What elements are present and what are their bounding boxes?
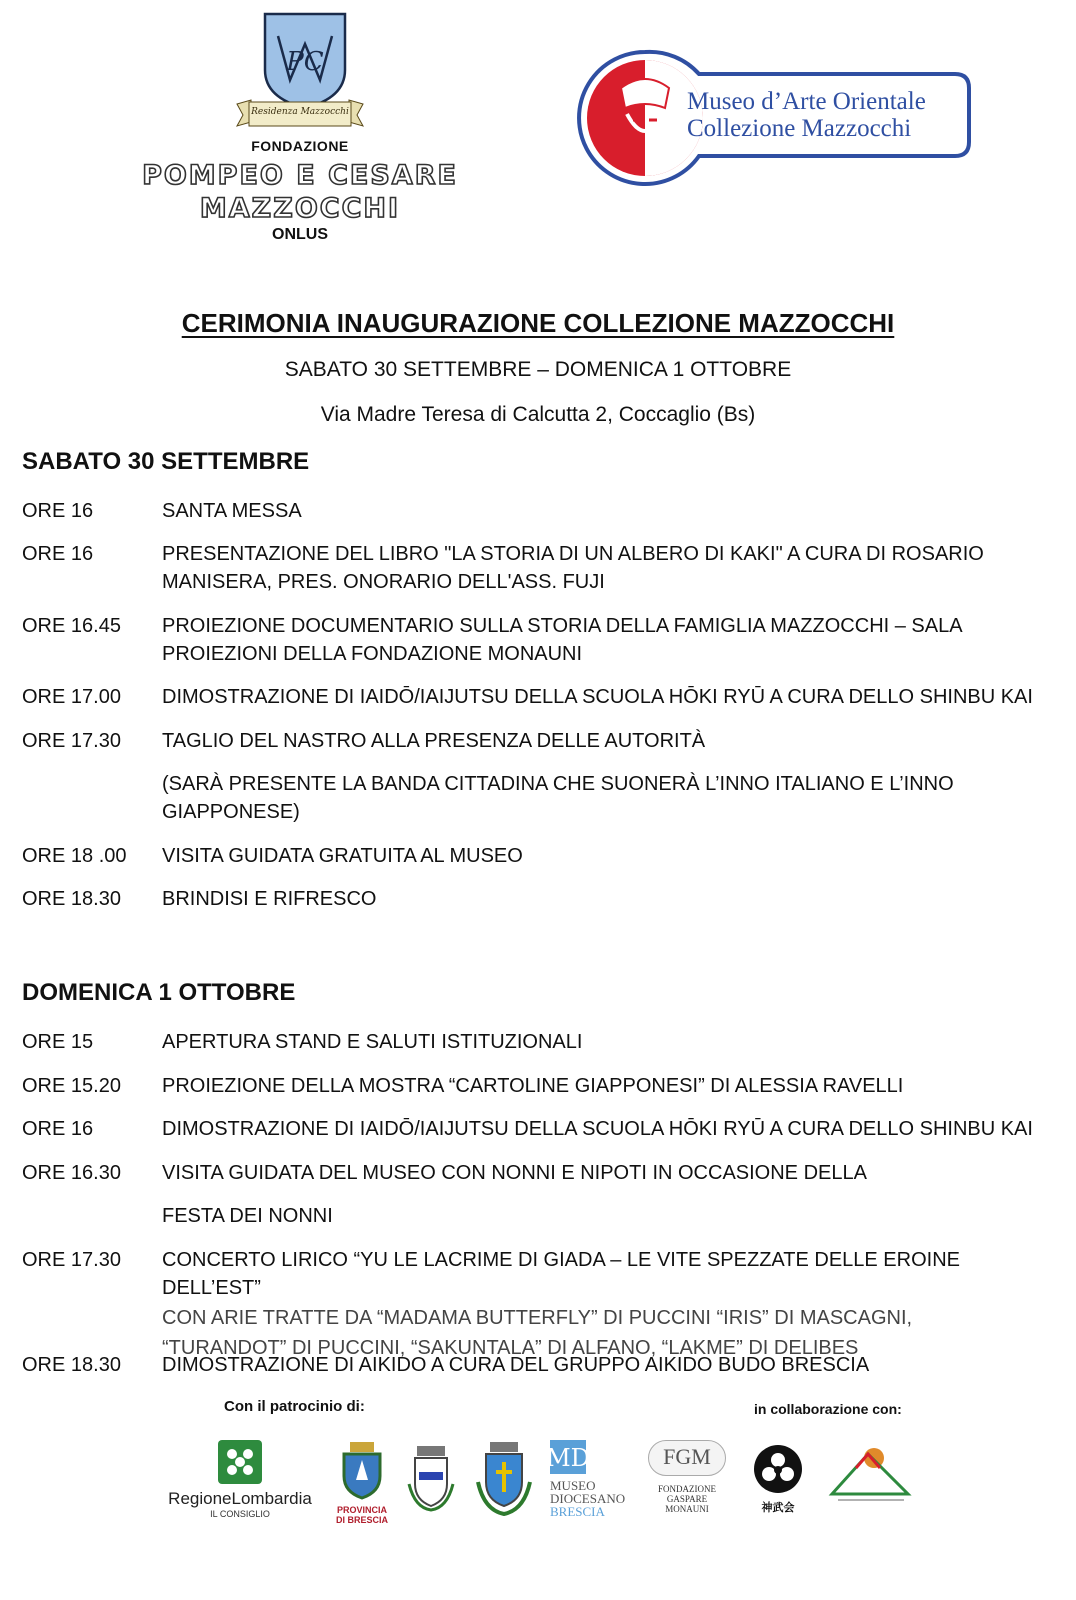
provincia-crest-icon bbox=[338, 1440, 386, 1500]
comune-crest-icon bbox=[405, 1444, 457, 1514]
comune-crest-1-logo bbox=[405, 1444, 457, 1519]
ribbon-text: Residenza Mazzocchi bbox=[251, 107, 349, 117]
schedule-desc: DIMOSTRAZIONE DI IAIDŌ/IAIJUTSU DELLA SCUOLA HŌKI RYŪ A CURA DELLO SHINBU KAI bbox=[162, 1118, 1033, 1140]
museo-diocesano-l2: DIOCESANO bbox=[550, 1491, 626, 1506]
rosa-camuna-icon bbox=[218, 1440, 262, 1484]
schedule-desc: (SARÀ PRESENTE LA BANDA CITTADINA CHE SUONERÀ L’INNO ITALIANO E L’INNO GIAPPONESE) bbox=[162, 773, 954, 823]
foundation-name-line2: MAZZOCCHI bbox=[199, 193, 401, 224]
comune-crest-2-logo bbox=[474, 1440, 534, 1521]
museum-logo bbox=[575, 48, 995, 188]
schedule-time: ORE 17.00 bbox=[22, 686, 121, 708]
patronage-label: Con il patrocinio di: bbox=[224, 1398, 365, 1415]
schedule-time: ORE 16 bbox=[22, 500, 94, 522]
shinbukai-mon-icon bbox=[753, 1444, 803, 1494]
schedule-time: ORE 18.30 bbox=[22, 1354, 121, 1376]
schedule-time: ORE 15 bbox=[22, 1031, 94, 1053]
regione-name: RegioneLombardia bbox=[168, 1489, 312, 1508]
schedule-desc: PRESENTAZIONE DEL LIBRO "LA STORIA DI UN ALBERO DI KAKI" A CURA DI ROSARIO MANISERA, PRES. ONORARIO DELL'ASS. FUJI bbox=[162, 543, 984, 593]
schedule-desc: PROIEZIONE DOCUMENTARIO SULLA STORIA DELLA FAMIGLIA MAZZOCCHI – SALA PROIEZIONI DELLA FONDAZIONE MONAUNI bbox=[162, 615, 962, 665]
schedule-time: ORE 16 bbox=[22, 1118, 94, 1140]
event-title: CERIMONIA INAUGURAZIONE COLLEZIONE MAZZOCCHI bbox=[181, 308, 895, 338]
schedule-row bbox=[22, 1246, 1052, 1359]
schedule-desc: DIMOSTRAZIONE DI IAIDŌ/IAIJUTSU DELLA SCUOLA HŌKI RYŪ A CURA DELLO SHINBU KAI bbox=[162, 686, 1033, 708]
foundation-label: FONDAZIONE bbox=[251, 138, 349, 154]
schedule-desc: FESTA DEI NONNI bbox=[162, 1205, 333, 1227]
schedule-time: ORE 16.30 bbox=[22, 1162, 121, 1184]
fgm-l1: FONDAZIONE bbox=[658, 1484, 716, 1494]
schedule-time: ORE 18 .00 bbox=[22, 845, 127, 867]
schedule-desc: PROIEZIONE DELLA MOSTRA “CARTOLINE GIAPPONESI” DI ALESSIA RAVELLI bbox=[162, 1075, 904, 1097]
regione-sub: IL CONSIGLIO bbox=[210, 1509, 270, 1519]
schedule-desc: SANTA MESSA bbox=[162, 500, 302, 522]
museo-diocesano-l3: BRESCIA bbox=[550, 1504, 605, 1519]
fgm-abbr: FGM bbox=[648, 1440, 726, 1476]
schedule-desc-line3: “TURANDOT” DI PUCCINI, “SAKUNTALA” DI ALFANO, “LAKME” DI DELIBES bbox=[162, 1337, 859, 1359]
schedule-time: ORE 16 bbox=[22, 543, 94, 565]
schedule-time: ORE 18.30 bbox=[22, 888, 121, 910]
fgm-l2: GASPARE bbox=[666, 1494, 708, 1504]
schedule-desc bbox=[162, 1246, 1052, 1362]
collaboration-label: in collaborazione con: bbox=[754, 1401, 902, 1417]
schedule-desc: TAGLIO DEL NASTRO ALLA PRESENZA DELLE AUTORITÀ bbox=[162, 730, 706, 752]
schedule-desc: DIMOSTRAZIONE DI AIKIDO A CURA DEL GRUPPO AIKIDO BUDO BRESCIA bbox=[162, 1354, 870, 1376]
museum-name-line2: Collezione Mazzocchi bbox=[687, 115, 912, 142]
foundation-shield-icon bbox=[260, 10, 350, 110]
sunday-heading: DOMENICA 1 OTTOBRE bbox=[22, 979, 296, 1006]
event-dates: SABATO 30 SETTEMBRE – DOMENICA 1 OTTOBRE bbox=[284, 358, 792, 381]
fgm-l3: MONAUNI bbox=[665, 1504, 709, 1514]
museum-name-line1: Museo d’Arte Orientale bbox=[687, 88, 926, 115]
museo-diocesano-mark-icon bbox=[546, 1440, 590, 1474]
svg-text:MD: MD bbox=[546, 1444, 590, 1472]
regione-lombardia-logo bbox=[150, 1440, 330, 1519]
svg-text:PC: PC bbox=[286, 47, 324, 77]
schedule-desc: APERTURA STAND E SALUTI ISTITUZIONALI bbox=[162, 1031, 583, 1053]
mount-fuji-icon bbox=[828, 1444, 912, 1506]
comune-crest-icon bbox=[474, 1440, 534, 1516]
schedule-time: ORE 16.45 bbox=[22, 615, 121, 637]
schedule-desc: VISITA GUIDATA GRATUITA AL MUSEO bbox=[162, 845, 523, 867]
fgm-logo bbox=[642, 1440, 732, 1514]
schedule-desc-line2: CON ARIE TRATTE DA “MADAMA BUTTERFLY” DI PUCCINI “IRIS” DI MASCAGNI, bbox=[162, 1307, 913, 1329]
provincia-name: PROVINCIA DI BRESCIA bbox=[335, 1505, 388, 1525]
schedule-desc: VISITA GUIDATA DEL MUSEO CON NONNI E NIPOTI IN OCCASIONE DELLA bbox=[162, 1162, 867, 1184]
foundation-logo bbox=[80, 10, 520, 250]
museo-diocesano-logo bbox=[546, 1440, 640, 1519]
schedule-desc: BRINDISI E RIFRESCO bbox=[162, 888, 377, 910]
schedule-time: ORE 17.30 bbox=[22, 1249, 121, 1271]
schedule-time: ORE 15.20 bbox=[22, 1075, 121, 1097]
foundation-name-line1: POMPEO E CESARE bbox=[142, 160, 458, 191]
schedule-time: ORE 17.30 bbox=[22, 730, 121, 752]
fuji-association-logo bbox=[828, 1444, 912, 1511]
provincia-brescia-logo bbox=[332, 1440, 392, 1525]
schedule-desc-line1: CONCERTO LIRICO “YU LE LACRIME DI GIADA – LE VITE SPEZZATE DELLE EROINE DELL’EST” bbox=[162, 1249, 960, 1299]
shinbukai-kanji: 神武会 bbox=[761, 1502, 795, 1514]
event-address: Via Madre Teresa di Calcutta 2, Coccaglio (Bs) bbox=[320, 403, 756, 426]
saturday-heading: SABATO 30 SETTEMBRE bbox=[22, 448, 310, 475]
foundation-suffix: ONLUS bbox=[272, 226, 328, 243]
museo-diocesano-l1: MUSEO bbox=[550, 1478, 596, 1493]
shinbukai-logo bbox=[750, 1444, 806, 1515]
